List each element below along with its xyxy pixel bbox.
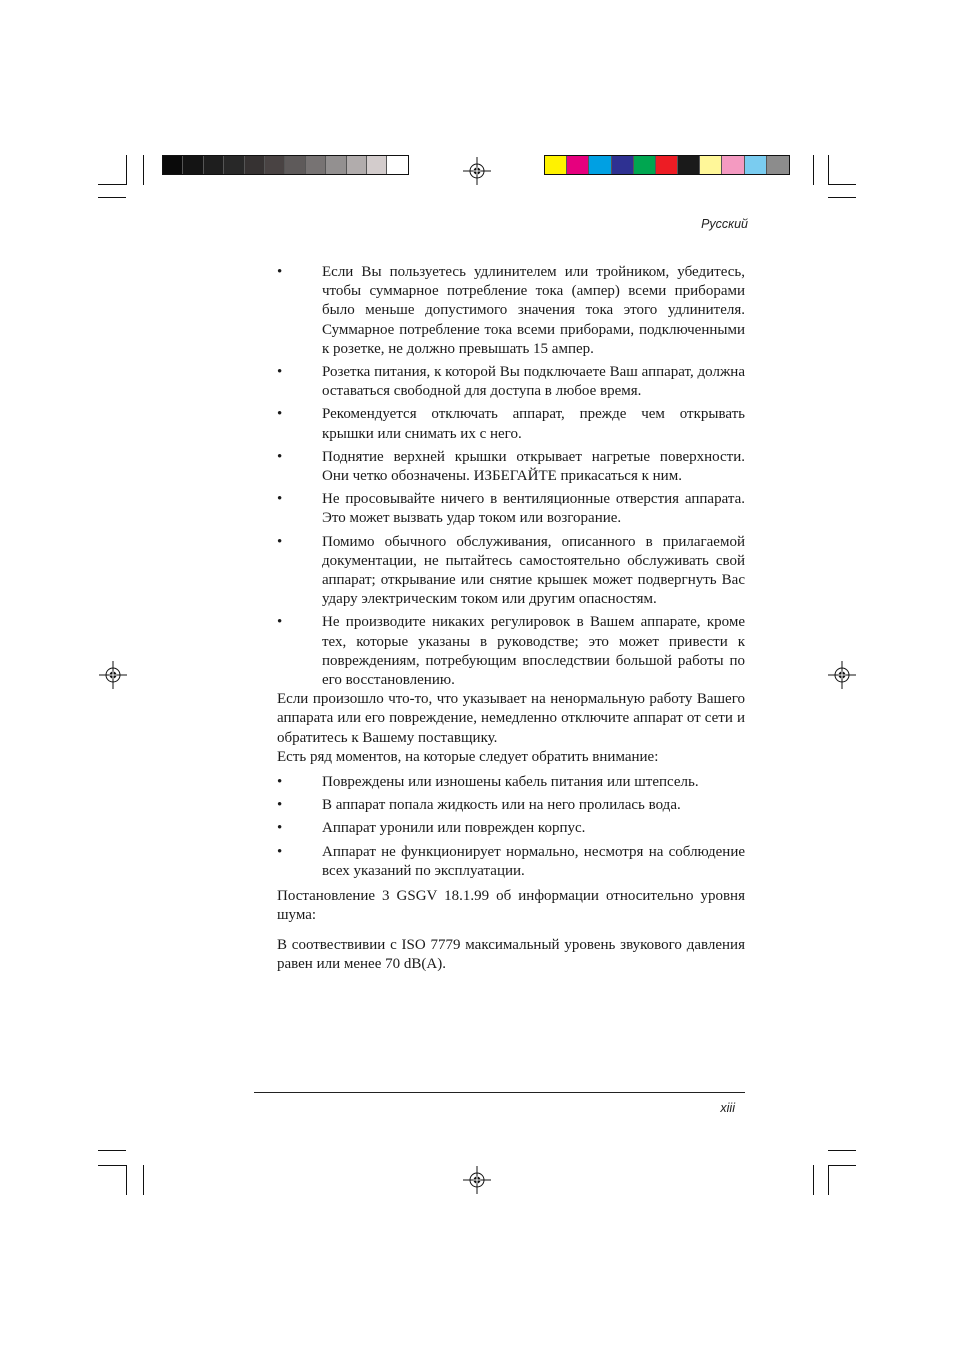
crop-mark: [828, 155, 829, 185]
bullet-marker: •: [277, 843, 283, 860]
crop-mark: [143, 1165, 144, 1195]
list-item-text: Аппарат не функционирует нормально, несмотря на соблюдение всех указаний по эксплуатации.: [322, 843, 745, 879]
noise-level-paragraph: В соотвествивии с ISO 7779 максимальный уровень звукового давления равен или менее 70 dB(A).: [277, 936, 745, 972]
list-item: [277, 819, 745, 838]
list-item: [277, 363, 745, 401]
attention-paragraph: Есть ряд моментов, на которые следует обратить внимание:: [277, 748, 659, 765]
bullet-marker: •: [277, 820, 283, 837]
safety-bullet-list: [277, 263, 745, 690]
color-swatch: [678, 156, 700, 174]
crop-mark: [126, 155, 127, 185]
crop-mark: [98, 1150, 126, 1151]
bullet-marker: •: [277, 264, 283, 280]
bullet-marker: •: [277, 406, 283, 423]
bullet-marker: •: [277, 614, 283, 631]
list-item-text: Рекомендуется отключать аппарат, прежде чем открывать крышки или снимать их с него.: [322, 406, 745, 442]
bullet-marker: •: [277, 491, 283, 508]
color-swatch: [745, 156, 767, 174]
color-swatch: [767, 156, 789, 174]
list-item: [277, 533, 745, 610]
color-swatch: [387, 156, 407, 174]
color-swatch: [722, 156, 744, 174]
footer-rule: [254, 1092, 745, 1093]
color-swatch: [700, 156, 722, 174]
registration-mark-icon: [828, 661, 856, 689]
list-item: [277, 613, 745, 690]
color-swatch: [306, 156, 326, 174]
malfunction-paragraph: Если произошло что-то, что указывает на ненормальную работу Вашего аппарата или его повреждение, немедленно отключите аппарат от сети и обратитесь к Вашему поставщику.: [277, 691, 745, 746]
color-swatch: [183, 156, 203, 174]
list-item-text: Розетка питания, к которой Вы подключаете Ваш аппарат, должна оставаться свободной для доступа в любое время.: [322, 364, 745, 400]
crop-mark: [828, 197, 856, 198]
crop-mark: [98, 197, 126, 198]
list-item-text: Повреждены или изношены кабель питания или штепсель.: [322, 774, 699, 791]
bullet-marker: •: [277, 774, 283, 791]
color-swatch: [567, 156, 589, 174]
bullet-marker: •: [277, 364, 283, 381]
list-item-text: Не производите никаких регулировок в Вашем аппарате, кроме тех, которые указаны в руководстве; это может привести к повреждениям, потребующим впоследствии большой работы по его восстановлению.: [322, 614, 745, 689]
crop-mark: [98, 184, 126, 185]
registration-mark-icon: [99, 661, 127, 689]
list-item: [277, 796, 745, 815]
crop-mark: [813, 155, 814, 185]
document-body: [277, 263, 745, 974]
registration-mark-icon: [463, 1166, 491, 1194]
crop-mark: [828, 184, 856, 185]
color-swatch: [634, 156, 656, 174]
color-swatch: [245, 156, 265, 174]
list-item-text: Аппарат уронили или поврежден корпус.: [322, 820, 586, 837]
crop-mark: [98, 1165, 126, 1166]
damage-bullet-list: [277, 773, 745, 881]
list-item: [277, 773, 745, 792]
color-swatch: [612, 156, 634, 174]
list-item: [277, 843, 745, 881]
list-item: [277, 448, 745, 486]
color-swatch: [367, 156, 387, 174]
grayscale-calibration-bar: [162, 155, 409, 175]
list-item-text: В аппарат попала жидкость или на него пролилась вода.: [322, 797, 681, 814]
color-swatch: [347, 156, 367, 174]
crop-mark: [828, 1165, 829, 1195]
noise-regulation-heading: Постановление 3 GSGV 18.1.99 об информации относительно уровня шума:: [277, 888, 745, 924]
list-item-text: Если Вы пользуетесь удлинителем или тройником, убедитесь, чтобы суммарное потребление тока (ампер) всеми приборами было меньше допустимого значения тока этого удлинителя. Суммарное потребление тока всеми приборами, подключенными к розетке, не должно превышать 15 ампер.: [322, 264, 745, 357]
color-swatch: [224, 156, 244, 174]
color-swatch: [656, 156, 678, 174]
bullet-marker: •: [277, 797, 283, 814]
color-swatch: [326, 156, 346, 174]
color-swatch: [163, 156, 183, 174]
list-item: [277, 490, 745, 528]
color-swatch: [204, 156, 224, 174]
language-header: Русский: [701, 217, 748, 231]
crop-mark: [813, 1165, 814, 1195]
bullet-marker: •: [277, 533, 283, 550]
bullet-marker: •: [277, 448, 283, 465]
list-item-text: Помимо обычного обслуживания, описанного в прилагаемой документации, не пытайтесь самостоятельно обслуживать свой аппарат; открывание или снятие крышек может подвергнуть Вас удару электрическим током или другим опасностям.: [322, 533, 745, 608]
color-swatch: [265, 156, 285, 174]
crop-mark: [126, 1165, 127, 1195]
color-swatch: [589, 156, 611, 174]
list-item-text: Поднятие верхней крышки открывает нагретые поверхности. Они четко обозначены. ИЗБЕГАЙТЕ прикасаться к ним.: [322, 448, 745, 485]
color-swatch: [545, 156, 567, 174]
crop-mark: [828, 1150, 856, 1151]
crop-mark: [828, 1165, 856, 1166]
registration-mark-icon: [463, 157, 491, 185]
color-swatch: [285, 156, 305, 174]
list-item: [277, 405, 745, 443]
list-item: [277, 263, 745, 359]
crop-mark: [143, 155, 144, 185]
page-number: xiii: [720, 1101, 735, 1115]
color-calibration-bar: [544, 155, 790, 175]
list-item-text: Не просовывайте ничего в вентиляционные отверстия аппарата. Это может вызвать удар током или возгорание.: [322, 491, 745, 527]
